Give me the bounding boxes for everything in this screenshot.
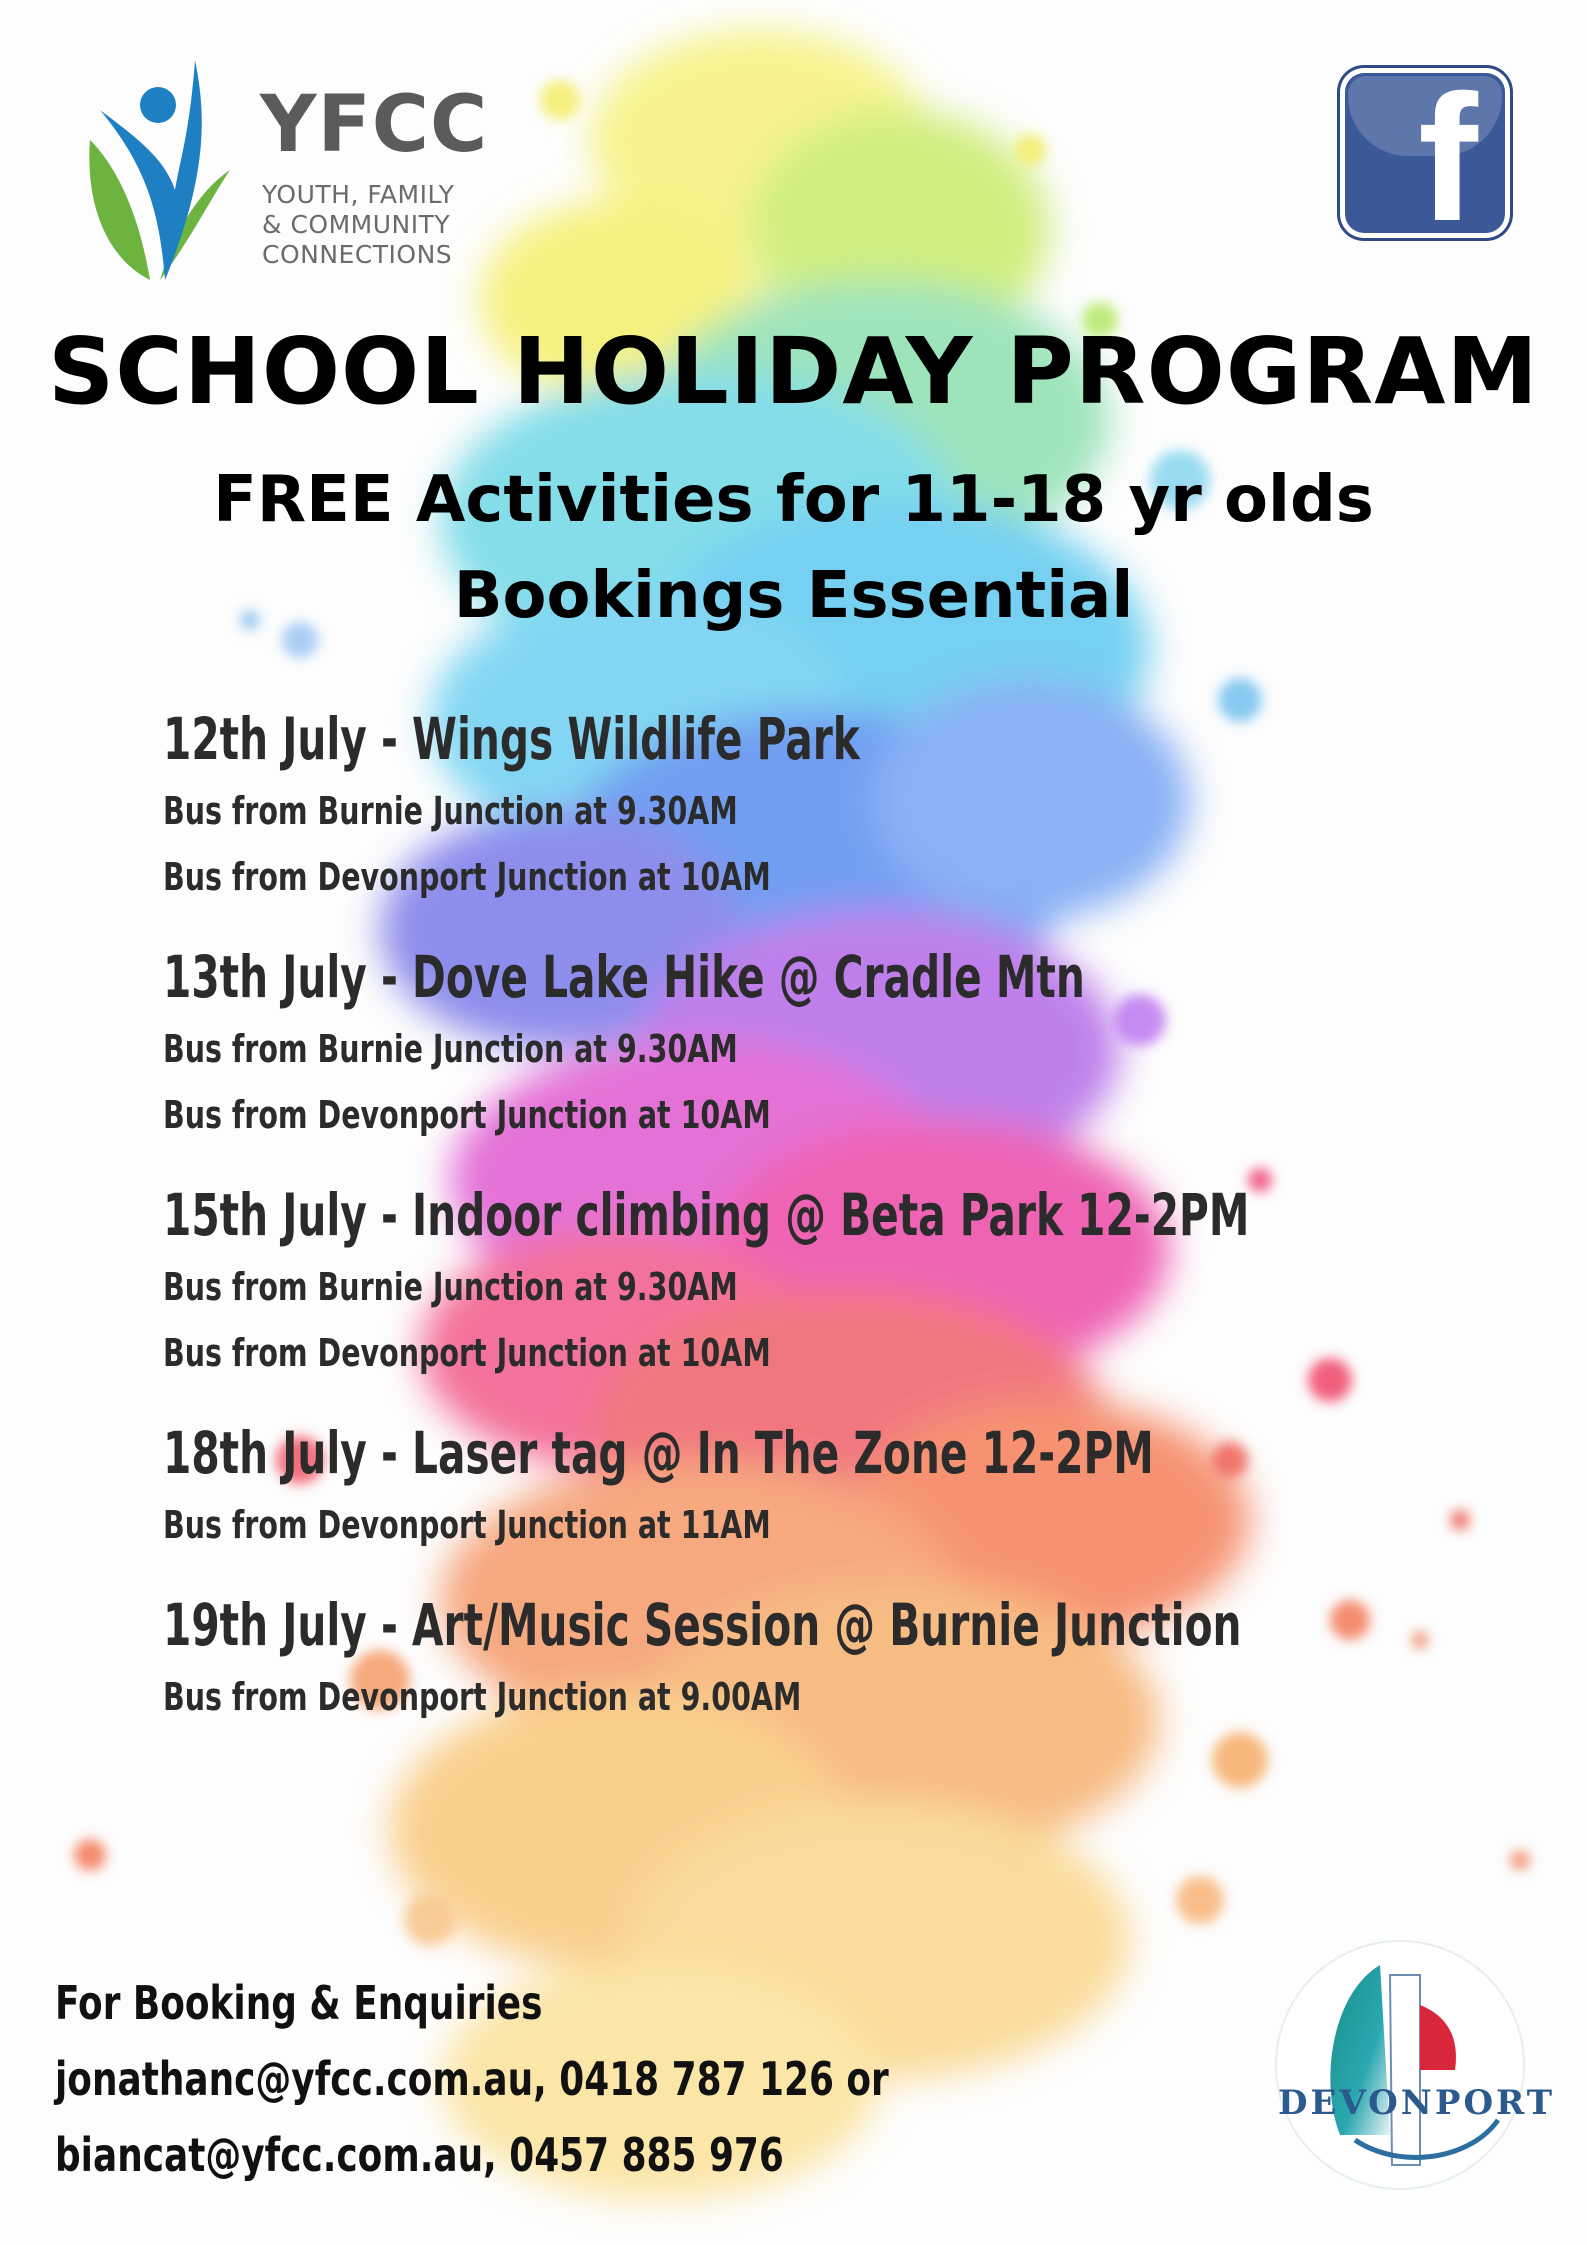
event-bus-time: Bus from Devonport Junction at 10AM: [163, 855, 771, 899]
event-bus-time: Bus from Devonport Junction at 11AM: [163, 1503, 771, 1547]
yfcc-tagline-line-1: YOUTH, FAMILY: [262, 180, 455, 209]
contact-info: [55, 1965, 955, 2193]
event-bus-time: Bus from Devonport Junction at 9.00AM: [163, 1675, 802, 1719]
event-title: 18th July - Laser tag @ In The Zone 12-2PM: [163, 1419, 1154, 1487]
event-bus-time: Bus from Burnie Junction at 9.30AM: [163, 1265, 738, 1309]
event-title: 15th July - Indoor climbing @ Beta Park 12-2PM: [163, 1181, 1250, 1249]
contact-line-bianca[interactable]: biancat@yfcc.com.au, 0457 885 976: [55, 2128, 784, 2182]
event-bus-time: Bus from Burnie Junction at 9.30AM: [163, 1027, 738, 1071]
event-item: [163, 938, 1413, 1148]
event-item: [163, 1586, 1413, 1730]
yfcc-logo-name: YFCC: [260, 80, 489, 170]
subtitle-free-activities: FREE Activities for 11-18 yr olds: [213, 463, 1374, 537]
yfcc-tagline-line-3: CONNECTIONS: [262, 240, 453, 269]
yfcc-tagline-line-2: & COMMUNITY: [262, 210, 451, 239]
devonport-logo-text: DEVONPORT: [1278, 2083, 1556, 2123]
yfcc-person-leaf-icon: [80, 50, 240, 290]
contact-heading: For Booking & Enquiries: [55, 1976, 543, 2030]
event-item: [163, 1176, 1413, 1386]
devonport-council-logo: [1270, 1935, 1556, 2195]
facebook-f-glyph: f: [1418, 58, 1478, 259]
event-bus-time: Bus from Burnie Junction at 9.30AM: [163, 789, 738, 833]
event-bus-time: Bus from Devonport Junction at 10AM: [163, 1331, 771, 1375]
event-item: [163, 1414, 1413, 1558]
page-subtitle: [0, 452, 1587, 644]
contact-line-jonathan[interactable]: jonathanc@yfcc.com.au, 0418 787 126 or: [55, 2052, 889, 2106]
subtitle-bookings-essential: Bookings Essential: [453, 559, 1134, 633]
event-title: 13th July - Dove Lake Hike @ Cradle Mtn: [163, 943, 1085, 1011]
event-item: [163, 700, 1413, 910]
facebook-icon[interactable]: [1340, 58, 1510, 259]
yfcc-logo: [80, 50, 489, 290]
event-title: 19th July - Art/Music Session @ Burnie Junction: [163, 1591, 1242, 1659]
event-list: [163, 700, 1413, 1758]
devonport-emblem-icon: [1270, 1935, 1556, 2195]
event-bus-time: Bus from Devonport Junction at 10AM: [163, 1093, 771, 1137]
page-title: SCHOOL HOLIDAY PROGRAM: [48, 318, 1539, 425]
event-title: 12th July - Wings Wildlife Park: [163, 705, 860, 773]
